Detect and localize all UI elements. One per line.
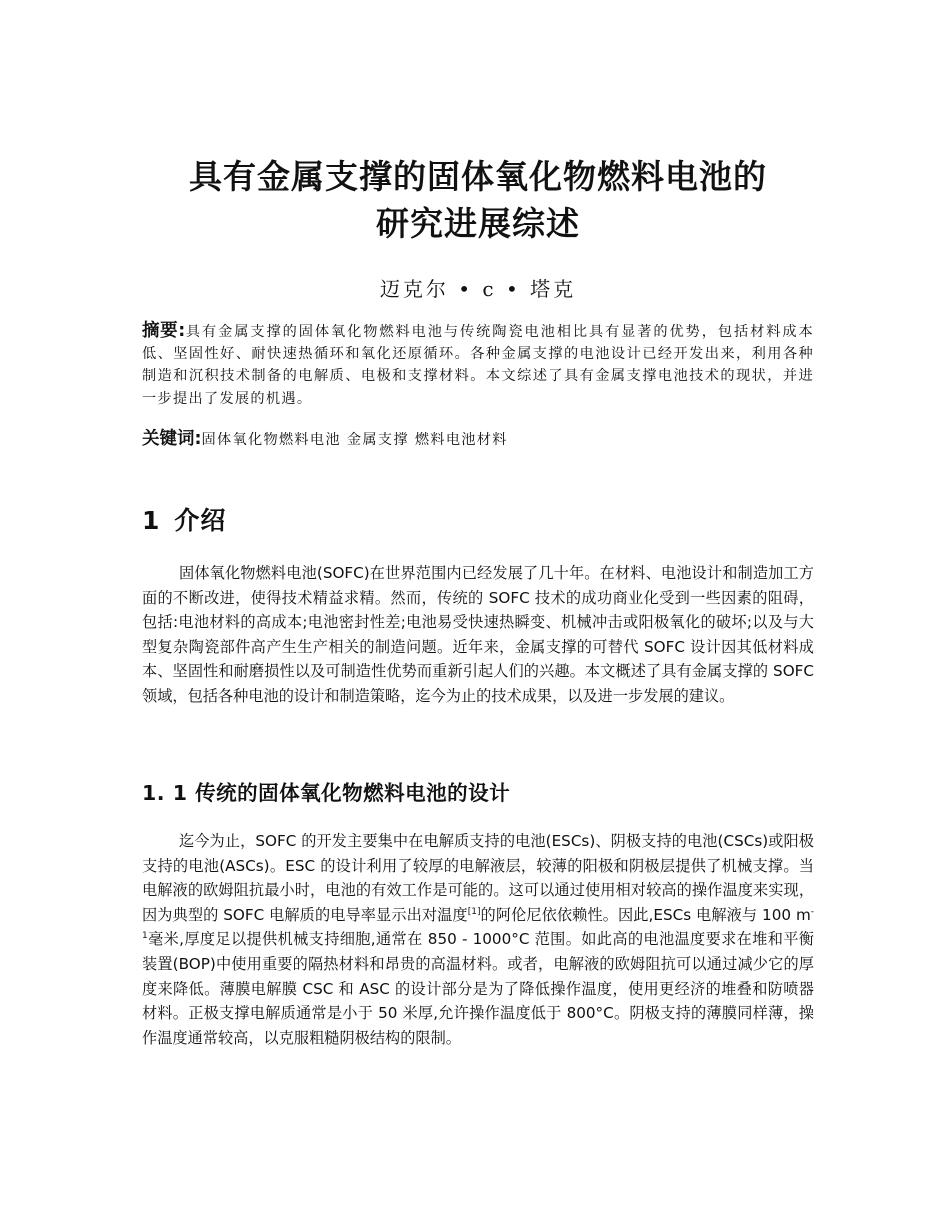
keywords-label: 关键词: [142,429,202,449]
keyword-item: 固体氧化物燃料电池 [201,432,341,448]
section-title: 介绍 [174,506,227,535]
paragraph-text-part-1: 迄今为止，SOFC 的开发主要集中在电解质支持的电池(ESCs)、阴极支持的电池(CSCs)或阳极支持的电池(ASCs)。ESC 的设计利用了较厚的电解液层，较薄的阳极和阴极层提供了机械支撑。当电解液的欧姆阻抗最小时，电池的有效工作是可能的。这可以通过使用相对较高的操作温度来实现，因为典型的 SOFC 电解质的电导率显示出对温度 [142,832,814,924]
keyword-item: 金属支撑 [346,432,409,448]
paragraph-text-part-3: 毫米,厚度足以提供机械支持细胞,通常在 850 - 1000°C 范围。如此高的电池温度要求在堆和平衡装置(BOP)中使用重要的隔热材料和昂贵的高温材料。或者，电解液的欧姆阻抗可以通过减少它的厚度来降低。薄膜电解膜 CSC 和 ASC 的设计部分是为了降低操作温度，使用更经济的堆叠和防喷器材料。正极支撑电解质通常是小于 50 米厚,允许操作温度低于 800°C。阴极支持的薄膜同样薄，操作温度通常较高，以克服粗糙阴极结构的限制。 [142,930,814,1047]
introduction-paragraph: 固体氧化物燃料电池(SOFC)在世界范围内已经发展了几十年。在材料、电池设计和制造加工方面的不断改进，使得技术精益求精。然而，传统的 SOFC 技术的成功商业化受到一些因素的阻碍，包括:电池材料的高成本;电池密封性差;电池易受快速热瞬变、机械冲击或阳极氧化的破坏;以及与大型复杂陶瓷部件高产生生产相关的制造问题。近年来，金属支撑的可替代 SOFC 设计因其低材料成本、坚固性和耐磨损性以及可制造性优势而重新引起人们的兴趣。本文概述了具有金属支撑的 SOFC 领域，包括各种电池的设计和制造策略，迄今为止的技术成果，以及进一步发展的建议。 [142,564,814,705]
unit-superscript: -1 [142,906,814,942]
citation-reference: [1] [467,906,481,917]
subsection-heading-traditional-sofc-design: 1. 1 传统的固体氧化物燃料电池的设计 [142,781,511,805]
paragraph-text-part-2: 的阿伦尼依依赖性。因此,ESCs 电解液与 100 m [480,905,811,924]
keyword-item: 燃料电池材料 [414,432,508,448]
abstract [142,320,814,410]
abstract-label: 摘要: [142,321,186,341]
document-page [142,0,814,1232]
paper-title-line-2: 研究进展综述 [376,204,580,243]
section-heading-introduction [142,503,226,539]
keywords [142,426,814,453]
paper-title-line-1: 具有金属支撑的固体氧化物燃料电池的 [189,157,767,196]
paper-title [132,153,824,247]
abstract-text: 具有金属支撑的固体氧化物燃料电池与传统陶瓷电池相比具有显著的优势，包括材料成本低、坚固性好、耐快速热循环和氧化还原循环。各种金属支撑的电池设计已经开发出来，利用各种制造和沉积技术制备的电解质、电极和支撑材料。本文综述了具有金属支撑电池技术的现状，并进一步提出了发展的机遇。 [142,324,815,407]
section-number: 1 [142,506,161,535]
author-name: 迈克尔 • c • 塔克 [379,277,577,301]
traditional-design-paragraph [142,829,814,1050]
